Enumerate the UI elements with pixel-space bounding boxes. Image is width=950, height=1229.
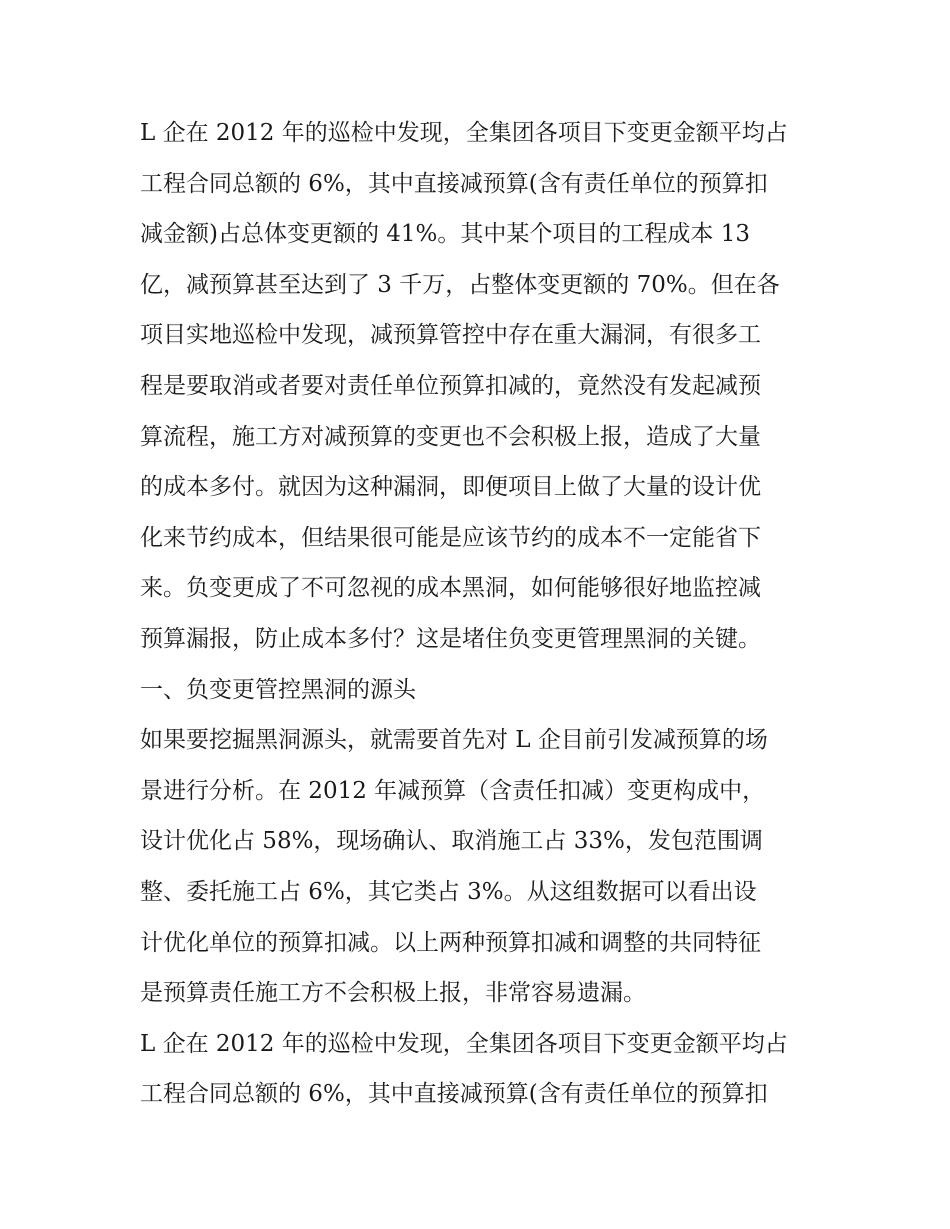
- text-line: 如果要挖掘黑洞源头，就需要首先对 L 企目前引发减预算的场: [140, 727, 768, 754]
- text-line: 来。负变更成了不可忽视的成本黑洞，如何能够很好地监控减: [140, 575, 761, 602]
- text-line: 程是要取消或者要对责任单位预算扣减的，竟然没有发起减预: [140, 372, 761, 399]
- text-line: 亿，减预算甚至达到了 3 千万，占整体变更额的 70%。但在各: [140, 271, 780, 298]
- text-line: 工程合同总额的 6%，其中直接减预算(含有责任单位的预算扣: [140, 1081, 768, 1108]
- text-line: 减金额)占总体变更额的 41%。其中某个项目的工程成本 13: [140, 221, 750, 248]
- text-line: L 企在 2012 年的巡检中发现，全集团各项目下变更金额平均占: [140, 120, 788, 146]
- text-line: 整、委托施工占 6%，其它类占 3%。从这组数据可以看出设: [140, 878, 757, 905]
- text-line: L 企在 2012 年的巡检中发现，全集团各项目下变更金额平均占: [140, 1030, 788, 1057]
- document-body: [140, 108, 820, 1120]
- text-line: 的成本多付。就因为这种漏洞，即便项目上做了大量的设计优: [140, 474, 761, 501]
- text-line: 设计优化占 58%，现场确认、取消施工占 33%，发包范围调: [140, 828, 763, 855]
- text-line: 是预算责任施工方不会积极上报，非常容易遗漏。: [140, 980, 646, 1007]
- text-line: 景进行分析。在 2012 年减预算（含责任扣减）变更构成中，: [140, 777, 766, 804]
- text-line: 化来节约成本，但结果很可能是应该节约的成本不一定能省下: [140, 524, 761, 551]
- text-line: 工程合同总额的 6%，其中直接减预算(含有责任单位的预算扣: [140, 170, 768, 197]
- text-line: 计优化单位的预算扣减。以上两种预算扣减和调整的共同特征: [140, 929, 761, 956]
- section-heading: 一、负变更管控黑洞的源头: [140, 676, 416, 703]
- text-line: 算流程，施工方对减预算的变更也不会积极上报，造成了大量: [140, 423, 761, 450]
- text-line: 项目实地巡检中发现，减预算管控中存在重大漏洞，有很多工: [140, 322, 761, 349]
- text-line: 预算漏报，防止成本多付？这是堵住负变更管理黑洞的关键。: [140, 625, 761, 652]
